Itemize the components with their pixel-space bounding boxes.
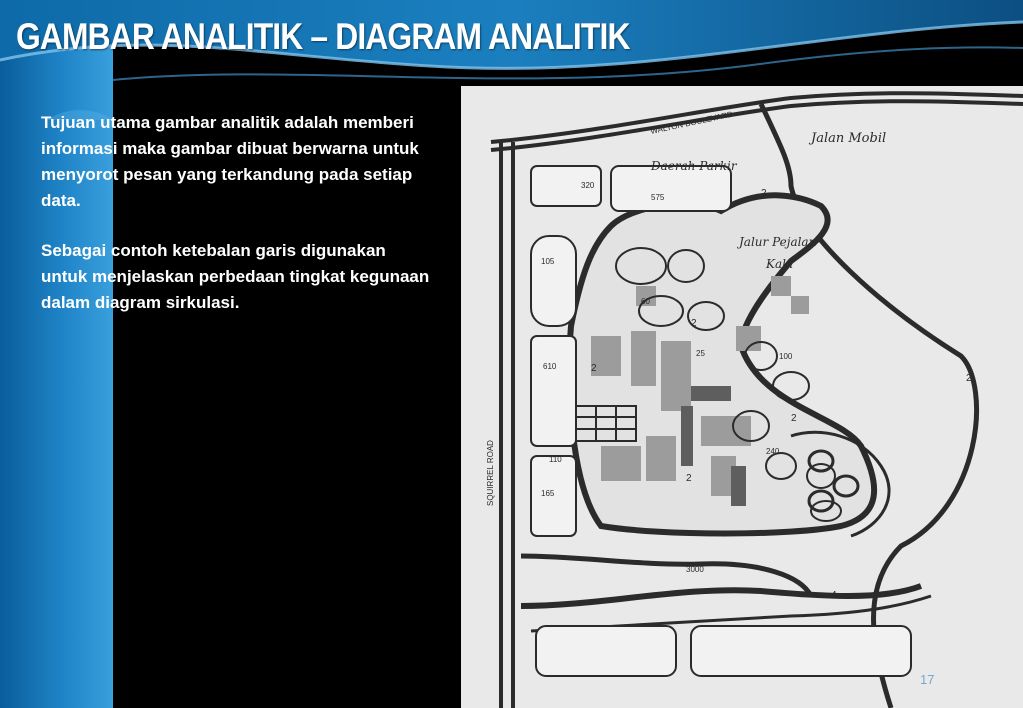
map-number: 2	[761, 188, 767, 199]
body-text	[41, 110, 431, 340]
map-number: 575	[651, 193, 665, 202]
map-number: 100	[779, 352, 793, 361]
map-number: 2	[966, 373, 972, 384]
map-number: 2	[791, 413, 797, 424]
map-number: 60	[641, 297, 650, 306]
map-label-kaki: Kaki	[766, 257, 794, 271]
circulation-diagram-image	[461, 86, 1023, 708]
map-label-jalur-pejalan: Jalur Pejalan	[739, 235, 817, 249]
map-number: 320	[581, 181, 595, 190]
map-number: 165	[541, 489, 555, 498]
map-number: 2	[591, 363, 597, 374]
map-number: 240	[766, 447, 780, 456]
map-number: 3000	[686, 565, 704, 574]
map-label-squirrel-road: SQUIRREL ROAD	[486, 440, 495, 506]
map-number: 610	[543, 362, 557, 371]
map-number: 105	[541, 257, 555, 266]
map-number: 4	[831, 590, 837, 601]
circulation-map	[461, 86, 1023, 708]
page-number: 17	[920, 672, 935, 687]
map-number: 25	[696, 349, 705, 358]
paragraph-example: Sebagai contoh ketebalan garis digunakan untuk menjelaskan perbedaan tingkat kegunaan dalam diagram sirkulasi.	[41, 241, 430, 312]
paragraph-purpose: Tujuan utama gambar analitik adalah memberi informasi maka gambar dibuat berwarna untuk menyorot pesan yang terkandung pada setiap data.	[41, 113, 419, 210]
map-number: 2	[686, 473, 692, 484]
map-label-jalan-mobil: Jalan Mobil	[811, 131, 887, 146]
slide-title: GAMBAR ANALITIK – DIAGRAM ANALITIK	[16, 16, 630, 57]
map-number: 2	[691, 318, 697, 329]
map-label-walton-boulevard: WALTON BOULEVARD	[649, 109, 734, 136]
map-number: 110	[549, 455, 562, 464]
map-label-daerah-parkir: Daerah Parkir	[651, 159, 737, 173]
